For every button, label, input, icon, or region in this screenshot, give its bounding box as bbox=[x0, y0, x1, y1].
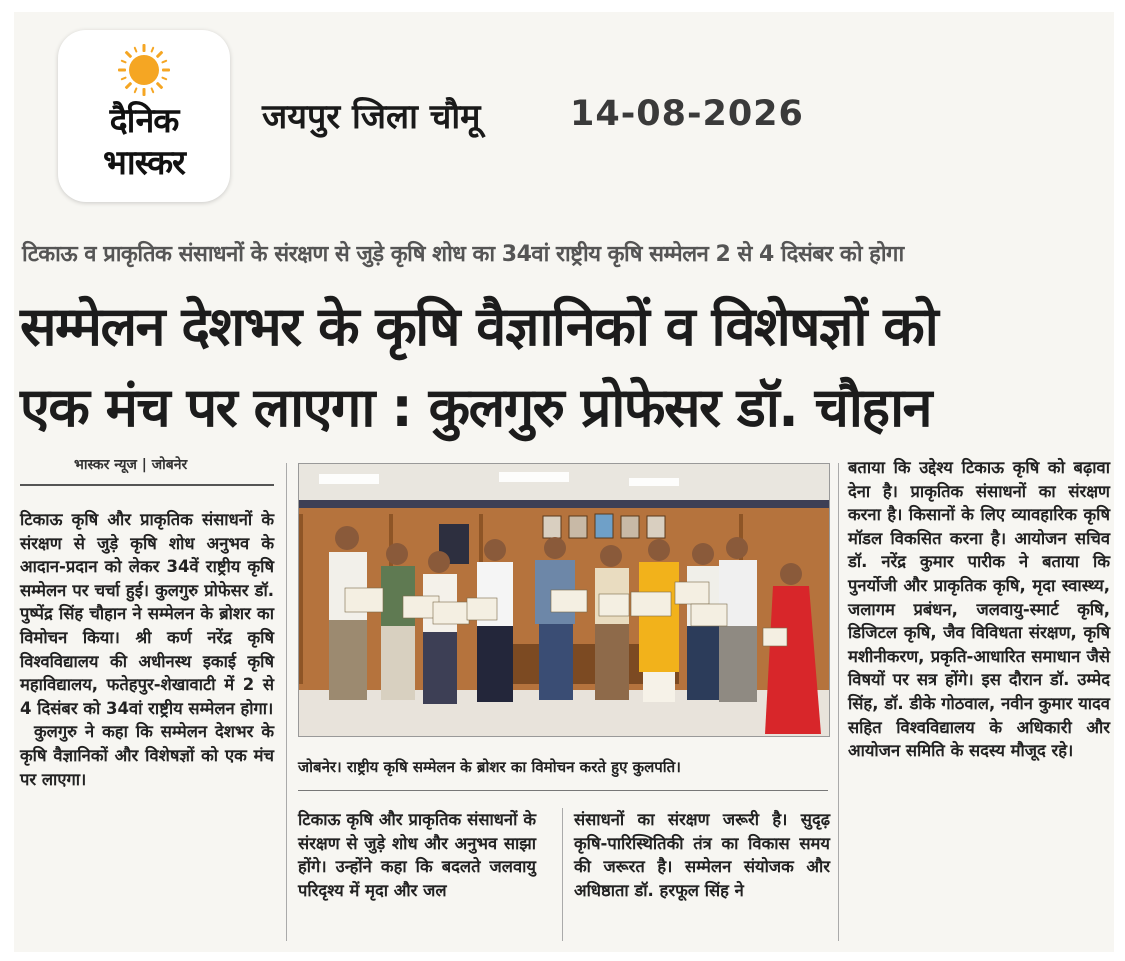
article-paragraph: टिकाऊ कृषि और प्राकृतिक संसाधनों के संरक्षण से जुड़े कृषि शोध अनुभव के आदान-प्रदान को लेकर 34वें राष्ट्रीय कृषि सम्मेलन पर चर्चा हुई। कुलगुरु प्रोफेसर डॉ. पुष्पेंद्र सिंह चौहान ने सम्मेलन के ब्रोशर का विमोचन किया। श्री कर्ण नरेंद्र कृषि विश्वविद्यालय की अधीनस्थ इकाई कृषि महाविद्यालय, फतेहपुर-शेखावाटी में 2 से 4 दिसंबर को 34वां राष्ट्रीय सम्मेलन होगा। bbox=[20, 510, 274, 718]
column-divider bbox=[286, 463, 287, 941]
article-kicker: टिकाऊ व प्राकृतिक संसाधनों के संरक्षण से जुड़े कृषि शोध का 34वां राष्ट्रीय कृषि सम्मेलन 2 से 4 दिसंबर को होगा bbox=[22, 242, 904, 267]
column-divider bbox=[562, 808, 563, 941]
photo-caption: जोबनेर। राष्ट्रीय कृषि सम्मेलन के ब्रोशर का विमोचन करते हुए कुलपति। bbox=[298, 758, 681, 776]
sun-icon bbox=[118, 44, 170, 96]
brochure-release-photo bbox=[299, 464, 829, 736]
article-paragraph: संसाधनों का संरक्षण जरूरी है। सुदृढ़ कृषि-पारिस्थितिकी तंत्र का विकास समय की जरूरत है। सम्मेलन संयोजक और अधिष्ठाता डॉ. हरफूल सिंह ने bbox=[574, 810, 830, 900]
caption-rule bbox=[298, 790, 828, 791]
event-photo bbox=[298, 463, 830, 737]
logo-wordmark-line2: भास्कर bbox=[103, 143, 185, 183]
byline: भास्कर न्यूज | जोबनेर bbox=[74, 457, 188, 473]
article-column-1 bbox=[20, 508, 274, 791]
headline-line-1: सम्मेलन देशभर के कृषि वैज्ञानिकों व विशेषज्ञों को bbox=[20, 295, 938, 358]
article-column-2 bbox=[298, 808, 536, 902]
article-column-4 bbox=[848, 456, 1110, 763]
logo-wordmark-line1: दैनिक bbox=[109, 101, 179, 141]
byline-rule bbox=[20, 484, 274, 486]
column-divider bbox=[838, 463, 839, 941]
edition-date: 14-08-2026 bbox=[570, 94, 804, 134]
article-column-3 bbox=[574, 808, 830, 902]
article-paragraph: टिकाऊ कृषि और प्राकृतिक संसाधनों के संरक्षण से जुड़े शोध और अनुभव साझा होंगे। उन्होंने कहा कि बदलते जलवायु परिदृश्य में मृदा और जल bbox=[298, 810, 536, 900]
dainik-bhaskar-logo bbox=[58, 30, 230, 202]
headline-line-2: एक मंच पर लाएगा : कुलगुरु प्रोफेसर डॉ. चौहान bbox=[20, 376, 932, 439]
edition-place: जयपुर जिला चौमू bbox=[262, 97, 481, 137]
article-paragraph: बताया कि उद्देश्य टिकाऊ कृषि को बढ़ावा देना है। प्राकृतिक संसाधनों का संरक्षण करना है। किसानों के लिए व्यावहारिक कृषि मॉडल विकसित करना है। आयोजन सचिव डॉ. नरेंद्र कुमार पारीक ने बताया कि पुनर्योजी और प्राकृतिक कृषि, मृदा स्वास्थ्य, जलागम प्रबंधन, जलवायु-स्मार्ट कृषि, डिजिटल कृषि, जैव विविधता संरक्षण, कृषि मशीनीकरण, प्रकृति-आधारित समाधान जैसे विषयों पर सत्र होंगे। इस दौरान डॉ. उम्मेद सिंह, डॉ. डीके गोठवाल, नवीन कुमार यादव सहित विश्वविद्यालय के अधिकारी और आयोजन समिति के सदस्य मौजूद रहे। bbox=[848, 458, 1110, 761]
article-paragraph: कुलगुरु ने कहा कि सम्मेलन देशभर के कृषि वैज्ञानिकों और विशेषज्ञों को एक मंच पर लाएगा। bbox=[20, 722, 274, 789]
